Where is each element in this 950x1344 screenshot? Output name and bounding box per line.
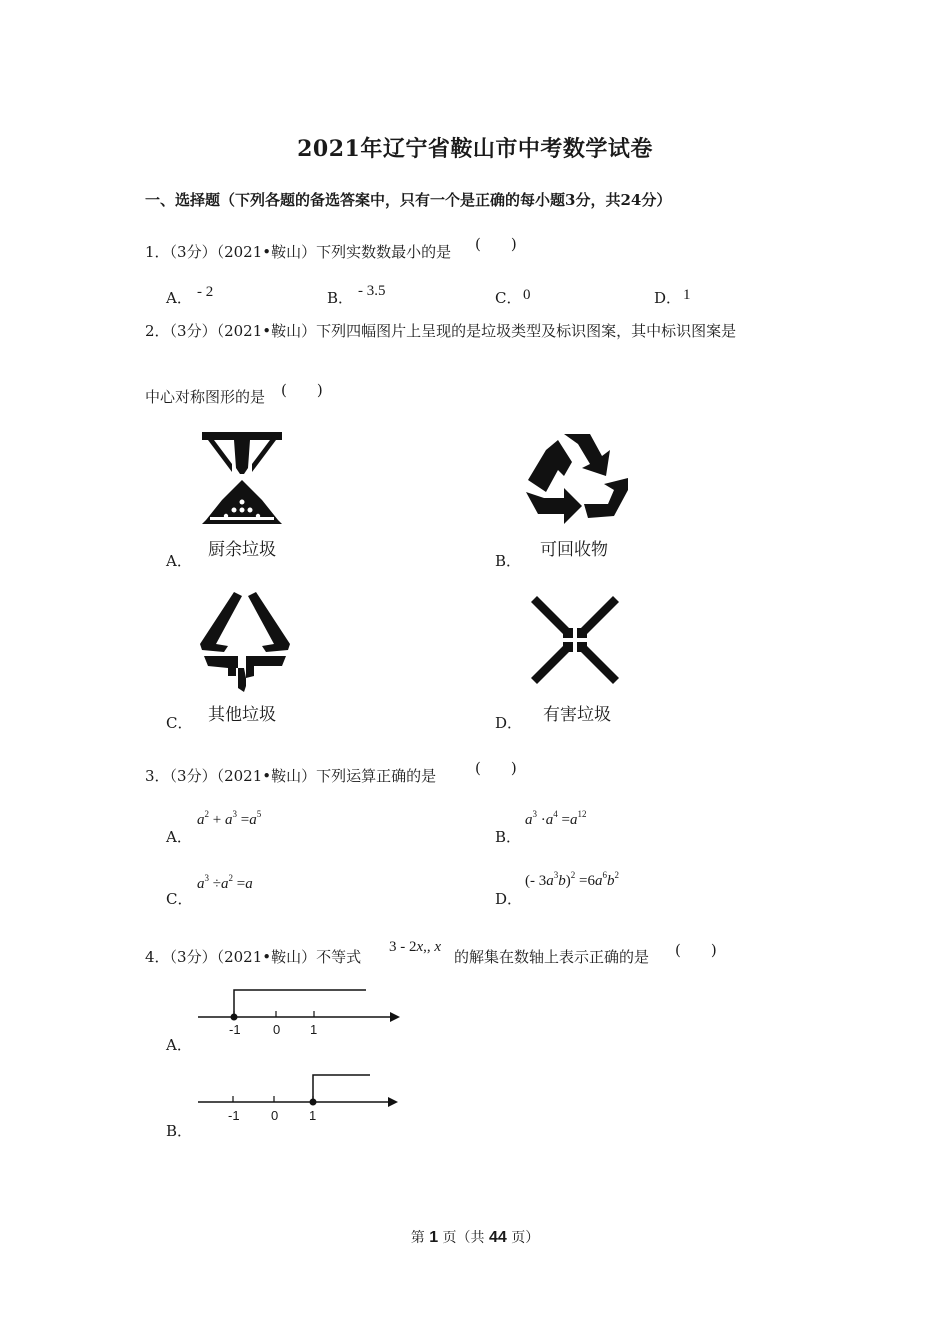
hazardous-waste-icon: [527, 592, 623, 688]
question-1-answer-blank: ( ): [475, 235, 517, 253]
question-2-stem-line2: 中心对称图形的是: [145, 388, 266, 406]
q1-option-d-label: D．: [654, 289, 682, 307]
question-4-inequality: 3 - 2x,, x: [389, 939, 442, 955]
q4-b-tick-label: 1: [309, 1108, 317, 1123]
q2-option-b-caption: 可回收物: [540, 540, 608, 560]
q3-option-c-label: C．: [166, 890, 193, 908]
q1-option-a-label: A．: [166, 289, 192, 307]
page-title: 2021年辽宁省鞍山市中考数学试卷: [297, 136, 653, 162]
q4-option-b-label: B．: [166, 1122, 193, 1140]
q3-option-c-expression: $a^3 \div a^2 =a$: [197, 873, 253, 892]
q1-option-d-value: 1: [683, 287, 691, 303]
other-waste-icon: [198, 588, 292, 692]
footer-total-pages: 44: [489, 1229, 507, 1246]
q4-b-tick-label: -1: [228, 1108, 240, 1123]
question-4-answer-blank: ( ): [675, 941, 717, 959]
question-4-stem-pre: 4．（3分）（2021•鞍山）不等式: [145, 948, 362, 966]
question-4-stem-post: 的解集在数轴上表示正确的是: [454, 948, 650, 966]
q3-option-d-expression: (- $3a^3b)^2 =6a^6b^2$: [525, 870, 619, 889]
q3-option-b-label: B．: [495, 828, 522, 846]
question-3-stem: 3．（3分）（2021•鞍山）下列运算正确的是: [145, 767, 437, 785]
q4-a-tick-label: -1: [229, 1022, 241, 1037]
q1-option-c-value: 0: [523, 287, 531, 303]
q4-b-tick-label: 0: [271, 1108, 279, 1123]
q3-option-b-expression: $a^3 \cdot a^4 =a^{12}$: [525, 809, 587, 828]
q2-option-a-label: A．: [166, 552, 192, 570]
q2-option-b-label: B．: [495, 552, 522, 570]
q2-option-d-label: D．: [495, 714, 523, 732]
q4-option-a-label: A．: [166, 1036, 192, 1054]
q4-a-tick-label: 0: [273, 1022, 281, 1037]
q1-option-b-label: B．: [327, 289, 354, 307]
q2-option-a-caption: 厨余垃圾: [208, 540, 276, 560]
footer-prefix: 第: [410, 1230, 425, 1246]
q3-option-d-label: D．: [495, 890, 523, 908]
question-2-stem-line1: 2．（3分）（2021•鞍山）下列四幅图片上呈现的是垃圾类型及标识图案，其中标识图案是: [145, 322, 737, 340]
q3-option-a-label: A．: [166, 828, 192, 846]
q1-option-c-label: C．: [495, 289, 522, 307]
section-heading: 一、选择题（下列各题的备选答案中，只有一个是正确的每小题3分，共24分）: [145, 191, 672, 209]
footer-suffix: 页）: [511, 1230, 540, 1246]
q2-option-c-label: C．: [166, 714, 193, 732]
q4-option-a-number-line: [196, 982, 406, 1042]
page-footer: [0, 1227, 950, 1247]
question-3-answer-blank: ( ): [475, 759, 517, 777]
recyclable-icon: [524, 430, 632, 526]
footer-middle: 页（共: [442, 1230, 485, 1246]
q1-option-b-value: - 3.5: [358, 283, 386, 299]
q1-option-a-value: - 2: [197, 284, 214, 300]
q2-option-c-caption: 其他垃圾: [208, 705, 276, 725]
q4-a-tick-label: 1: [310, 1022, 318, 1037]
q2-option-d-caption: 有害垃圾: [543, 705, 611, 725]
question-1-stem: 1．（3分）（2021•鞍山）下列实数数最小的是: [145, 243, 452, 261]
question-2-answer-blank: ( ): [281, 381, 323, 399]
footer-page-number: 1: [429, 1229, 439, 1246]
kitchen-waste-icon: [198, 428, 286, 528]
q3-option-a-expression: $a^2 + a^3 =a^5$: [197, 809, 262, 828]
